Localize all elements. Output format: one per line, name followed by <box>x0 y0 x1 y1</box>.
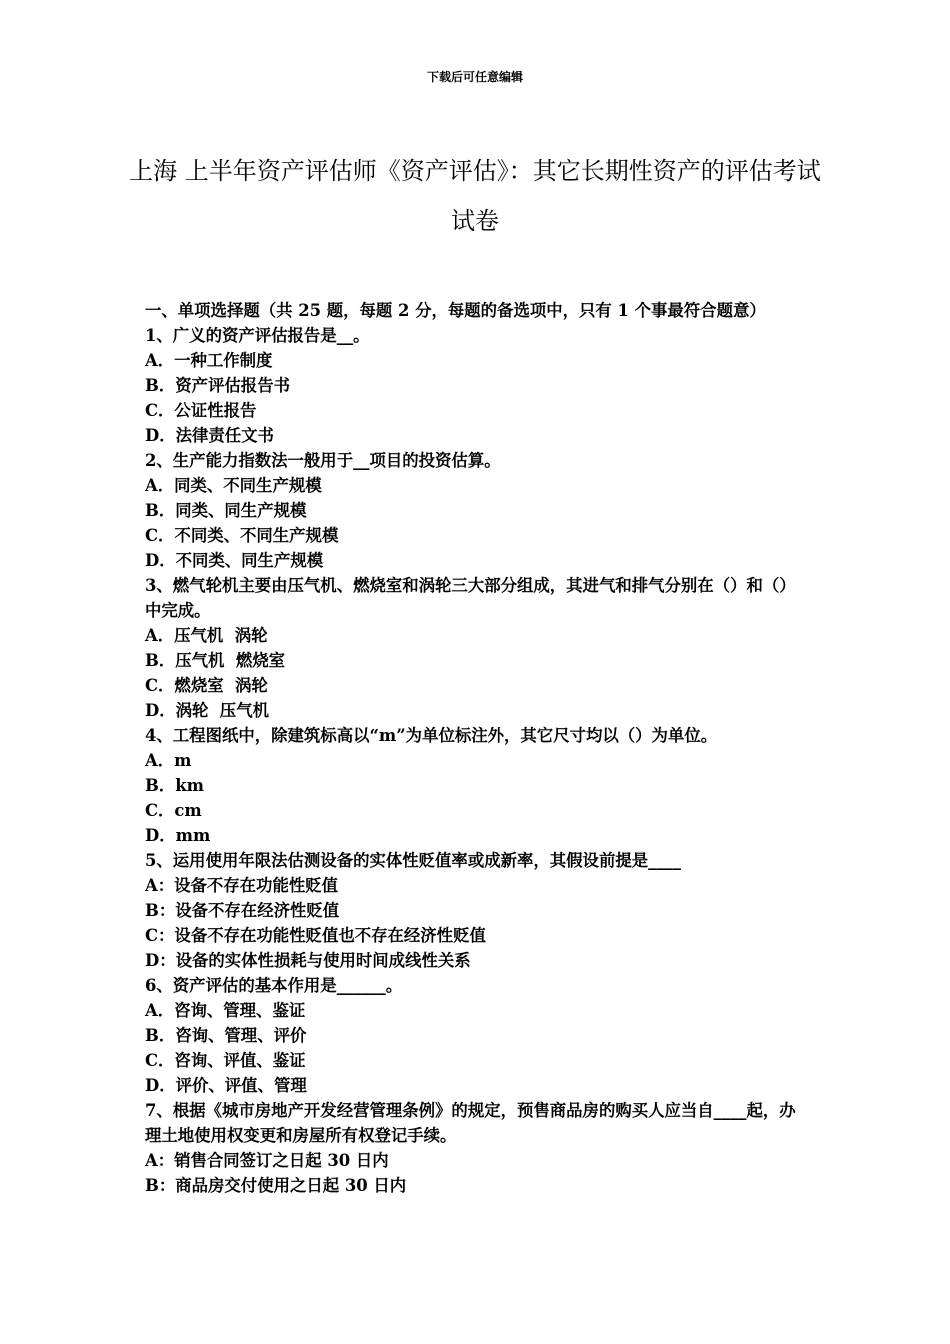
header-note: 下载后可任意编辑 <box>426 70 523 84</box>
option-c: C．公证性报告 <box>145 401 257 420</box>
document-title: 上海 上半年资产评估师《资产评估》：其它长期性资产的评估考试试卷 <box>129 157 821 235</box>
option-d: D．mm <box>145 826 211 845</box>
option-b: B：设备不存在经济性贬值 <box>145 901 340 920</box>
question-1 <box>145 323 810 448</box>
question-stem: 3、燃气轮机主要由压气机、燃烧室和涡轮三大部分组成，其进气和排气分别在（）和（）中完成。 <box>145 576 796 620</box>
option-a: A．压气机 涡轮 <box>145 626 268 645</box>
option-b: B：商品房交付使用之日起 30 日内 <box>145 1176 407 1195</box>
option-c: C．不同类、不同生产规模 <box>145 526 339 545</box>
option-a: A．咨询、管理、鉴证 <box>145 1001 306 1020</box>
option-c: C．咨询、评值、鉴证 <box>145 1051 306 1070</box>
option-d: D．法律责任文书 <box>145 426 274 445</box>
option-b: B．咨询、管理、评价 <box>145 1026 307 1045</box>
question-stem: 7、根据《城市房地产开发经营管理条例》的规定，预售商品房的购买人应当自____起，办理土地使用权变更和房屋所有权登记手续。 <box>145 1101 796 1145</box>
question-6 <box>145 973 810 1098</box>
option-b: B．km <box>145 776 204 795</box>
option-b: B．压气机 燃烧室 <box>145 651 286 670</box>
question-stem: 1、广义的资产评估报告是__。 <box>145 326 370 345</box>
option-a: A：销售合同签订之日起 30 日内 <box>145 1151 389 1170</box>
question-stem: 2、生产能力指数法一般用于__项目的投资估算。 <box>145 451 501 470</box>
option-d: D．不同类、同生产规模 <box>145 551 324 570</box>
question-3 <box>145 573 810 723</box>
question-7 <box>145 1098 810 1198</box>
option-b: B．资产评估报告书 <box>145 376 290 395</box>
option-d: D：设备的实体性损耗与使用时间成线性关系 <box>145 951 471 970</box>
option-a: A：设备不存在功能性贬值 <box>145 876 339 895</box>
question-4 <box>145 723 810 848</box>
option-d: D．涡轮 压气机 <box>145 701 269 720</box>
option-a: A．一种工作制度 <box>145 351 273 370</box>
option-c: C．cm <box>145 801 202 820</box>
question-stem: 6、资产评估的基本作用是______。 <box>145 976 403 995</box>
option-b: B．同类、同生产规模 <box>145 501 307 520</box>
option-a: A．同类、不同生产规模 <box>145 476 322 495</box>
question-stem: 4、工程图纸中，除建筑标高以“m”为单位标注外，其它尺寸均以（）为单位。 <box>145 726 718 745</box>
question-stem: 5、运用使用年限法估测设备的实体性贬值率或成新率，其假设前提是____ <box>145 851 681 870</box>
option-c: C：设备不存在功能性贬值也不存在经济性贬值 <box>145 926 486 945</box>
section-heading: 一、单项选择题（共 25 题，每题 2 分，每题的备选项中，只有 1 个事最符合题意） <box>145 301 766 320</box>
option-a: A．m <box>145 751 192 770</box>
question-5 <box>145 848 810 973</box>
exam-body <box>145 298 810 1198</box>
option-c: C．燃烧室 涡轮 <box>145 676 268 695</box>
option-d: D．评价、评值、管理 <box>145 1076 307 1095</box>
question-2 <box>145 448 810 573</box>
